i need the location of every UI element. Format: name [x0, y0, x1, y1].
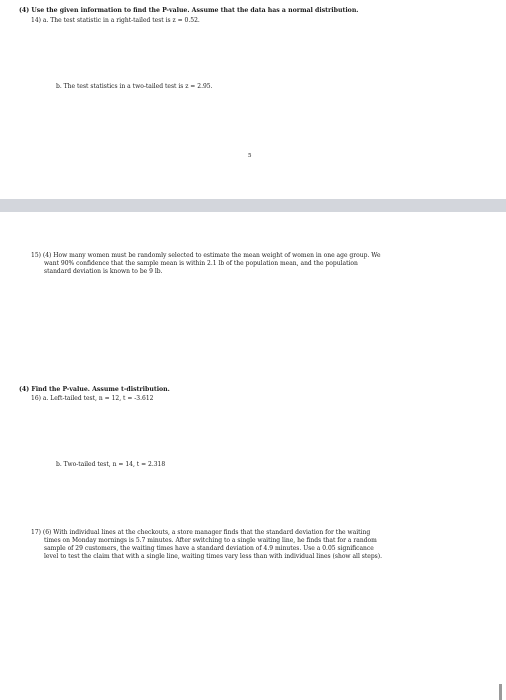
question-14b: b. The test statistics in a two-tailed test is z = 2.95.: [56, 83, 213, 90]
section-heading-pvalue-t: (4) Find the P-value. Assume t-distribution.: [19, 386, 170, 393]
scrollbar-thumb[interactable]: [499, 684, 502, 700]
page-number: 5: [248, 153, 252, 159]
question-16b: b. Two-tailed test, n = 14, t = 2.318: [56, 461, 166, 468]
section-heading-pvalue-normal: (4) Use the given information to find the P-value. Assume that the data has a normal distribution.: [19, 7, 359, 14]
question-17-line: times on Monday mornings is 5.7 minutes. After switching to a single waiting line, he finds that for a random: [44, 537, 377, 544]
question-15-line: standard deviation is known to be 9 lb.: [44, 268, 163, 275]
question-15: [31, 252, 381, 276]
question-17: [31, 529, 382, 561]
question-15-line: 15) (4) How many women must be randomly selected to estimate the mean weight of women in one age group. We: [31, 252, 381, 259]
question-15-line: want 90% confidence that the sample mean is within 2.1 lb of the population mean, and the population: [44, 260, 358, 267]
page-divider: [0, 199, 506, 212]
question-14a: 14) a. The test statistic in a right-tailed test is z = 0.52.: [31, 17, 200, 24]
question-16a: 16) a. Left-tailed test, n = 12, t = -3.612: [31, 395, 154, 402]
question-17-line: level to test the claim that with a single line, waiting times vary less than with individual lines (show all steps).: [44, 553, 383, 560]
question-17-line: sample of 29 customers, the waiting times have a standard deviation of 4.9 minutes. Use a 0.05 significance: [44, 545, 374, 552]
question-17-line: 17) (6) With individual lines at the checkouts, a store manager finds that the standard deviation for the waiting: [31, 529, 371, 536]
